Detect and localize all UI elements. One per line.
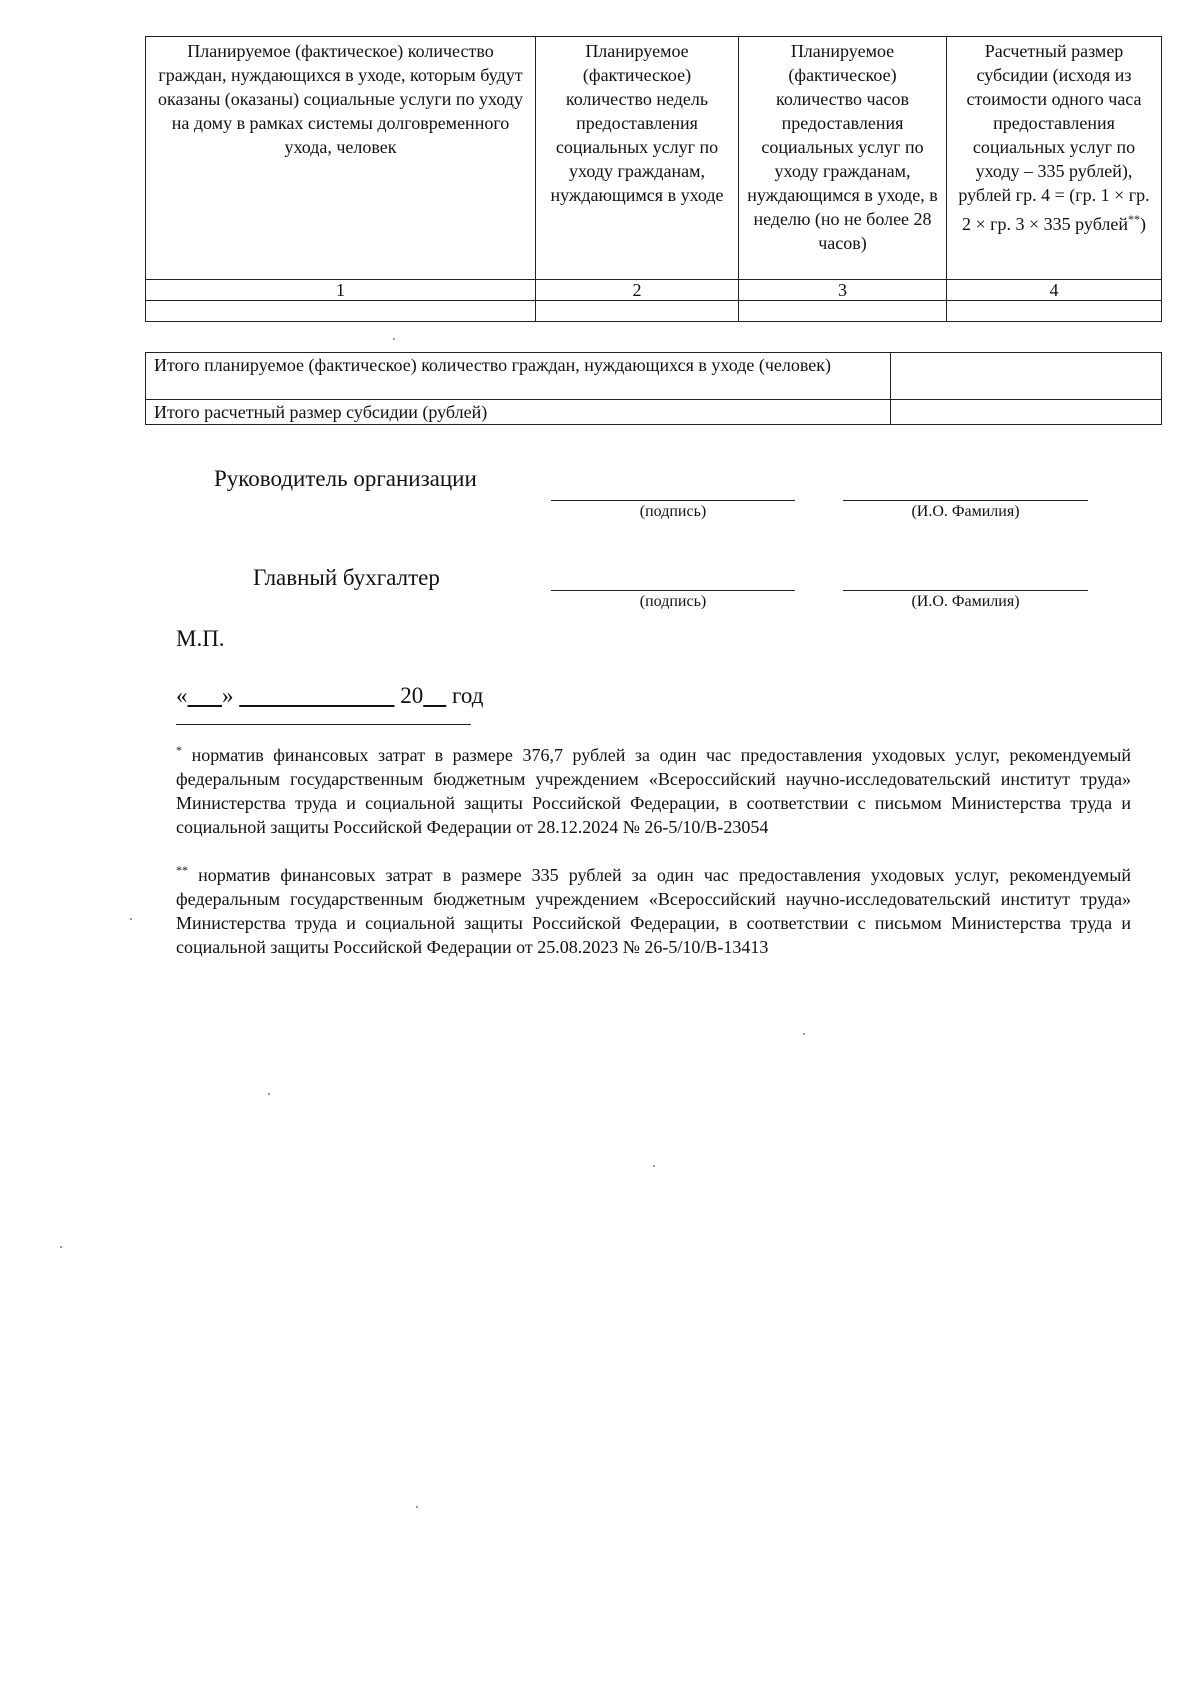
totals-row-subsidy bbox=[146, 400, 1162, 425]
header-cell-1: Планируемое (фактическое) количество граждан, нуждающихся в уходе, которым будут оказаны (оказаны) социальные услуги по уходу на дому в рамках системы долговременного ухода, человек bbox=[146, 37, 536, 280]
totals-subsidy-label: Итого расчетный размер субсидии (рублей) bbox=[146, 400, 891, 425]
header-cell-2: Планируемое (фактическое) количество недель предоставления социальных услуг по уходу гражданам, нуждающимся в уходе bbox=[536, 37, 739, 280]
table-cell[interactable] bbox=[947, 301, 1162, 322]
scan-speck bbox=[653, 1165, 655, 1167]
column-number-4: 4 bbox=[947, 280, 1162, 301]
head-of-organization-label: Руководитель организации bbox=[214, 466, 477, 491]
date-line bbox=[176, 683, 483, 709]
head-signature-line[interactable] bbox=[551, 500, 795, 501]
head-name-caption: (И.О. Фамилия) bbox=[911, 503, 1020, 520]
footnote-1 bbox=[176, 738, 1131, 839]
scan-speck bbox=[803, 1033, 805, 1035]
scan-speck bbox=[393, 338, 395, 340]
footnote-ref-2: ** bbox=[1128, 212, 1141, 226]
date-month-field[interactable] bbox=[239, 683, 394, 708]
stamp-place-label: М.П. bbox=[176, 626, 225, 651]
totals-row-citizens bbox=[146, 353, 1162, 400]
date-day-field[interactable] bbox=[188, 683, 223, 708]
accountant-name-caption: (И.О. Фамилия) bbox=[911, 593, 1020, 610]
header-cell-4 bbox=[947, 37, 1162, 280]
column-number-2: 2 bbox=[536, 280, 739, 301]
header-cell-4-close: ) bbox=[1140, 214, 1147, 234]
footnote-2-mark: ** bbox=[176, 863, 188, 877]
totals-table bbox=[145, 352, 1162, 425]
scan-speck bbox=[60, 1246, 62, 1248]
footnote-1-text: норматив финансовых затрат в размере 376,7 рублей за один час предоставления уходовых услуг, рекомендуемый федеральным государственным бюджетным учреждением «Всероссийский научно-исследовательский институт труда» Министерства труда и социальной защиты Российской Федерации, в соответствии с письмом Министерства труда и социальной защиты Российской Федерации от 28.12.2024 № 26-5/10/В-23054 bbox=[176, 745, 1132, 837]
header-cell-3: Планируемое (фактическое) количество часов предоставления социальных услуг по уходу гражданам, нуждающимся в уходе, в неделю (но не более 28 часов) bbox=[739, 37, 947, 280]
scan-speck bbox=[130, 918, 132, 920]
column-number-1: 1 bbox=[146, 280, 536, 301]
scan-speck bbox=[416, 1506, 418, 1508]
header-cell-4-text: Расчетный размер субсидии (исходя из стоимости одного часа предоставления социальных услуг по уходу – 335 рублей), рублей гр. 4 = (гр. 1 × гр. 2 × гр. 3 × 335 рублей bbox=[958, 41, 1150, 234]
chief-accountant-label: Главный бухгалтер bbox=[253, 565, 440, 590]
column-number-3: 3 bbox=[739, 280, 947, 301]
totals-citizens-label: Итого планируемое (фактическое) количество граждан, нуждающихся в уходе (человек) bbox=[146, 353, 891, 400]
footnote-1-mark: * bbox=[176, 743, 182, 757]
footnote-2-text: норматив финансовых затрат в размере 335 рублей за один час предоставления уходовых услуг, рекомендуемый федеральным государственным бюджетным учреждением «Всероссийский научно-исследовательский институт труда» Министерства труда и социальной защиты Российской Федерации, в соответствии с письмом Министерства труда и социальной защиты Российской Федерации от 25.08.2023 № 26-5/10/В-13413 bbox=[176, 865, 1132, 957]
date-open-quote: « bbox=[176, 683, 188, 708]
table-cell[interactable] bbox=[536, 301, 739, 322]
table-cell[interactable] bbox=[739, 301, 947, 322]
column-number-row bbox=[146, 280, 1162, 301]
date-year-field[interactable] bbox=[423, 683, 446, 708]
table-row bbox=[146, 301, 1162, 322]
head-name-line[interactable] bbox=[843, 500, 1088, 501]
accountant-signature-line[interactable] bbox=[551, 590, 795, 591]
scan-speck bbox=[268, 1093, 270, 1095]
footnote-separator bbox=[176, 724, 471, 725]
totals-subsidy-value[interactable] bbox=[891, 400, 1162, 425]
date-year-word: год bbox=[452, 683, 484, 708]
accountant-signature-caption: (подпись) bbox=[639, 593, 707, 610]
accountant-name-line[interactable] bbox=[843, 590, 1088, 591]
date-close-quote: » bbox=[222, 683, 234, 708]
date-year-prefix: 20 bbox=[400, 683, 424, 708]
subsidy-table bbox=[145, 36, 1162, 322]
table-header-row bbox=[146, 37, 1162, 280]
footnote-2 bbox=[176, 858, 1131, 959]
table-cell[interactable] bbox=[146, 301, 536, 322]
head-signature-caption: (подпись) bbox=[639, 503, 707, 520]
totals-citizens-value[interactable] bbox=[891, 353, 1162, 400]
